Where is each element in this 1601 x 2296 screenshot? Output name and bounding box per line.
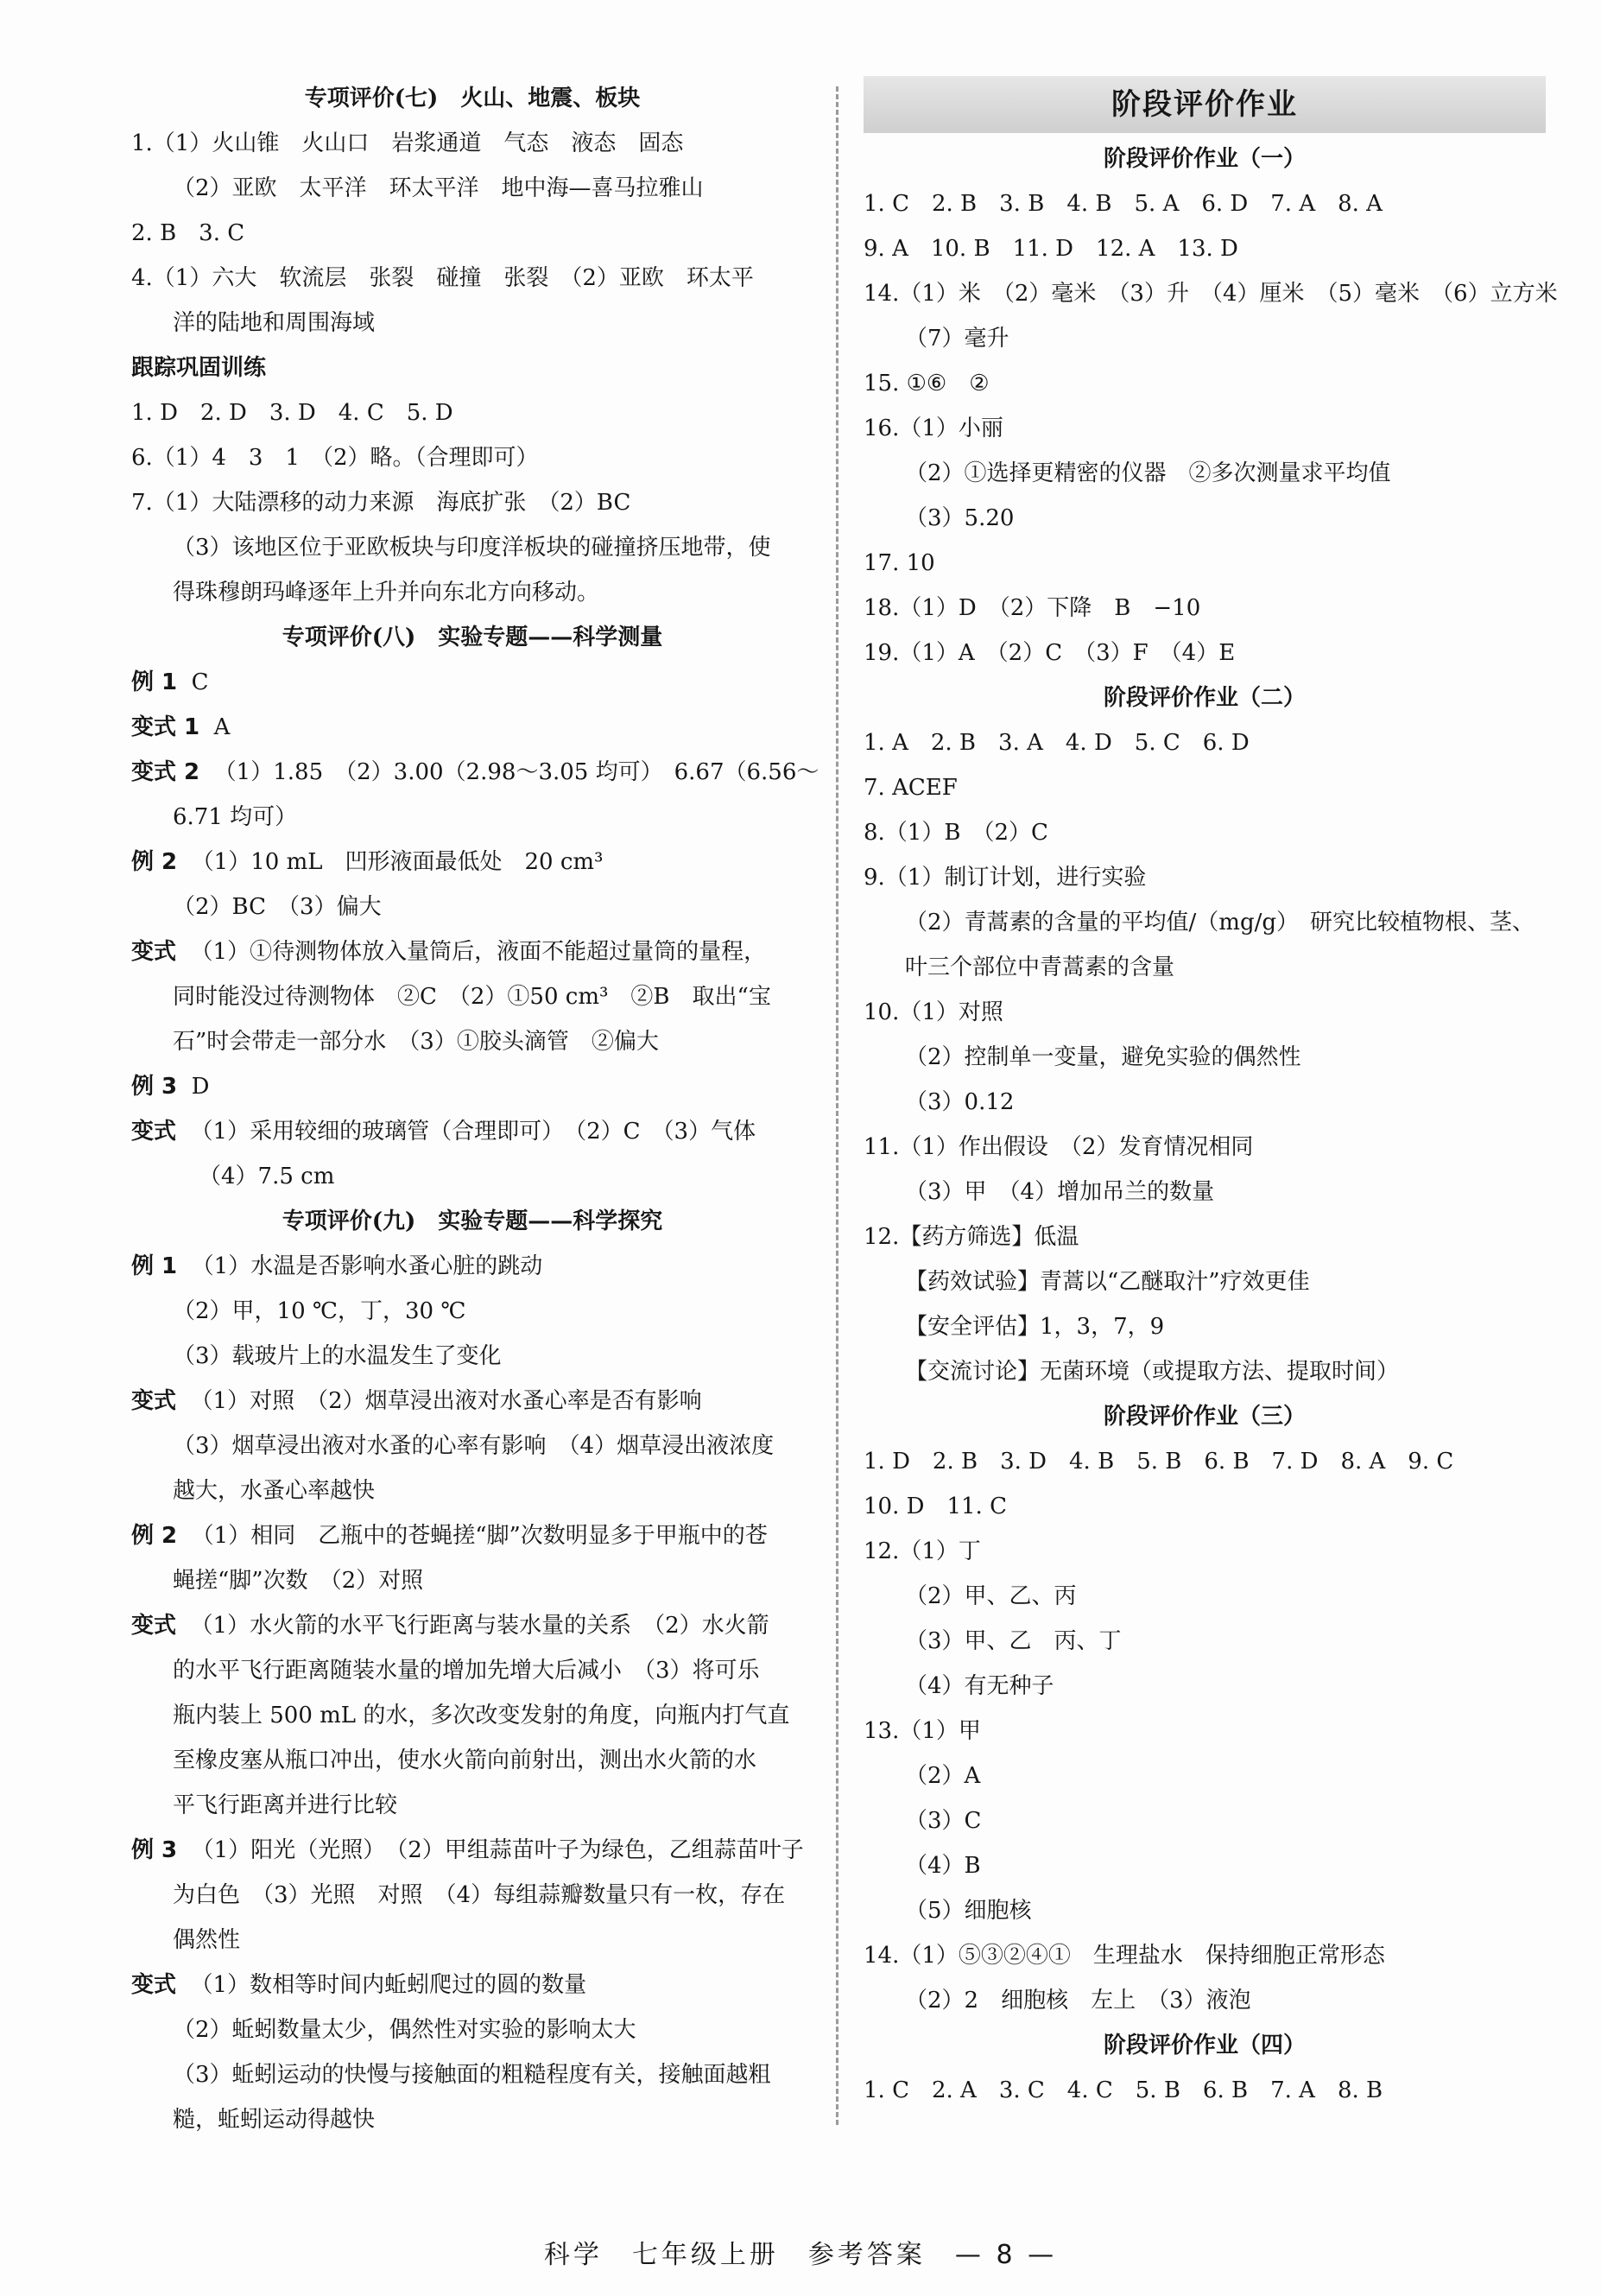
answer-text: （3）0.12: [905, 1089, 1015, 1115]
section-heading: [864, 1394, 1546, 1439]
answer-text: 阶段评价作业（二）: [1103, 685, 1306, 711]
right-column: [864, 76, 1558, 2113]
answer-line: [864, 1035, 1546, 1080]
answer-text: （3）载玻片上的水温发生了变化: [173, 1343, 502, 1369]
answer-line: [131, 121, 813, 166]
example-label: 例 2: [131, 849, 178, 875]
answer-line: [131, 1603, 813, 1648]
answer-line: [864, 1798, 1546, 1843]
answer-text: （1）1.85 （2）3.00（2.98～3.05 均可） 6.67（6.56～: [199, 759, 819, 785]
answer-line: [864, 586, 1546, 631]
answer-text: 4.（1）六大 软流层 张裂 碰撞 张裂 （2）亚欧 环太平: [131, 265, 754, 291]
answer-line: [864, 1664, 1546, 1709]
answer-line: [131, 750, 819, 795]
answer-line: [864, 990, 1546, 1035]
section-banner: 阶段评价作业: [864, 76, 1546, 133]
answer-text: 平飞行距离并进行比较: [173, 1792, 398, 1818]
answer-text: （4）有无种子: [905, 1673, 1054, 1699]
answer-text: （7）毫升: [905, 326, 1009, 352]
answer-text: 洋的陆地和周围海域: [173, 310, 376, 336]
answer-text: 【药效试验】青蒿以“乙醚取汁”疗效更佳: [905, 1269, 1310, 1295]
answer-text: 【交流讨论】无菌环境（或提取方法、提取时间）: [905, 1359, 1400, 1385]
section-heading: [131, 615, 813, 660]
answer-text: 12.（1）丁: [864, 1538, 981, 1564]
answer-line: [131, 1424, 813, 1468]
example-label: 变式 2: [131, 759, 200, 785]
answer-line: [864, 1978, 1546, 2023]
answer-line: [131, 1154, 813, 1199]
answer-line: [131, 1289, 813, 1334]
answer-text: （2）青蒿素的含量的平均值/（mg/g） 研究比较植物根、茎、: [905, 910, 1535, 936]
page-footer: 科学 七年级上册 参考答案 — 8 —: [543, 2240, 1058, 2270]
answer-line: [864, 1259, 1546, 1304]
answer-line: [131, 2007, 813, 2052]
answer-text: 1. A 2. B 3. A 4. D 5. C 6. D: [864, 730, 1250, 756]
answer-text: （2）A: [905, 1763, 981, 1789]
answer-text: （1）水火箭的水平飞行距离与装水量的关系 （2）水火箭: [176, 1613, 769, 1639]
answer-text: 1. C 2. B 3. B 4. B 5. A 6. D 7. A 8. A: [864, 191, 1383, 217]
answer-text: （2）控制单一变量，避免实验的偶然性: [905, 1044, 1301, 1070]
answer-text: （1）10 mL 凹形液面最低处 20 cm³: [177, 849, 604, 875]
answer-text: 阶段评价作业（一）: [1103, 146, 1306, 172]
answer-line: [131, 1693, 813, 1738]
answer-text: （2）亚欧 太平洋 环太平洋 地中海—喜马拉雅山: [173, 175, 704, 201]
subsection-heading: 跟踪巩固训练: [131, 355, 267, 381]
section-heading: [864, 136, 1546, 181]
answer-line: [131, 1468, 813, 1513]
answer-line: [131, 929, 813, 974]
answer-text: （3）甲、乙 丙、丁: [905, 1628, 1122, 1654]
answer-line: [864, 361, 1546, 406]
answer-line: [864, 181, 1546, 226]
answer-line: [864, 1754, 1546, 1798]
answer-line: [864, 226, 1546, 271]
answer-line: [864, 271, 1558, 316]
answer-text: （1）对照 （2）烟草浸出液对水蚤心率是否有影响: [176, 1388, 702, 1414]
answer-line: [864, 1215, 1546, 1259]
answer-line: [864, 1484, 1546, 1529]
section-heading: [864, 675, 1546, 720]
answer-text: （1）数相等时间内蚯蚓爬过的圆的数量: [176, 1972, 587, 1998]
answer-text: 专项评价(九) 实验专题——科学探究: [282, 1208, 663, 1234]
answer-line: [864, 2068, 1546, 2113]
answer-text: 越大，水蚤心率越快: [173, 1478, 376, 1504]
answer-line: [864, 855, 1546, 900]
example-label: 变式: [131, 1613, 177, 1639]
answer-line: [131, 795, 813, 840]
section-heading: [131, 1199, 813, 1244]
answer-line: [131, 301, 813, 346]
answer-text: 14.（1）米 （2）毫米 （3）升 （4）厘米 （5）毫米 （6）立方米: [864, 281, 1558, 307]
answer-text: 至橡皮塞从瓶口冲出，使水火箭向前射出，测出水火箭的水: [173, 1747, 757, 1773]
answer-text: 2. B 3. C: [131, 220, 245, 246]
answer-text: 10. D 11. C: [864, 1494, 1007, 1519]
answer-line: [864, 1933, 1546, 1978]
answer-text: D: [177, 1074, 210, 1100]
answer-text: 【安全评估】1，3，7，9: [905, 1314, 1165, 1340]
answer-text: （1）①待测物体放入量筒后，液面不能超过量筒的量程，: [176, 939, 767, 965]
answer-text: 13.（1）甲: [864, 1718, 981, 1744]
answer-text: （3）该地区位于亚欧板块与印度洋板块的碰撞挤压地带，使: [173, 535, 771, 561]
answer-text: 专项评价(八) 实验专题——科学测量: [282, 625, 663, 650]
answer-line: [131, 1828, 813, 1873]
answer-line: [864, 1080, 1546, 1125]
answer-text: （2）蚯蚓数量太少，偶然性对实验的影响太大: [173, 2017, 636, 2043]
example-label: 例 1: [131, 1253, 178, 1279]
answer-line: [864, 496, 1546, 541]
answer-text: 阶段评价作业（四）: [1103, 2033, 1306, 2058]
answer-text: 1. D 2. B 3. D 4. B 5. B 6. B 7. D 8. A 9. C: [864, 1449, 1454, 1475]
answer-line: [131, 166, 813, 211]
answer-text: 7.（1）大陆漂移的动力来源 海底扩张 （2）BC: [131, 490, 631, 516]
section-heading: [864, 2023, 1546, 2068]
answer-line: [131, 1019, 813, 1064]
answer-text: 1.（1）火山锥 火山口 岩浆通道 气态 液态 固态: [131, 130, 684, 156]
answer-line: [864, 1843, 1546, 1888]
answer-line: [131, 211, 813, 256]
answer-text: 11.（1）作出假设 （2）发育情况相同: [864, 1134, 1254, 1160]
answer-line: [864, 1529, 1546, 1574]
example-label: 例 3: [131, 1074, 178, 1100]
answer-text: 1. C 2. A 3. C 4. C 5. B 6. B 7. A 8. B: [864, 2077, 1383, 2103]
section-heading: [131, 76, 813, 121]
answer-text: 偶然性: [173, 1927, 241, 1953]
answer-text: 18.（1）D （2）下降 B −10: [864, 595, 1201, 621]
answer-text: （3）烟草浸出液对水蚤的心率有影响 （4）烟草浸出液浓度: [173, 1433, 775, 1459]
answer-line: [864, 1304, 1546, 1349]
answer-text: （2）甲、乙、丙: [905, 1583, 1077, 1609]
answer-line: [131, 1334, 813, 1379]
answer-text: 为白色 （3）光照 对照 （4）每组蒜瓣数量只有一枚，存在: [173, 1882, 786, 1908]
answer-line: [131, 1783, 813, 1828]
answer-text: （1）相同 乙瓶中的苍蝇搓“脚”次数明显多于甲瓶中的苍: [177, 1523, 768, 1549]
answer-line: [131, 435, 813, 480]
answer-text: 阶段评价作业（三）: [1103, 1404, 1306, 1430]
column-divider: [836, 86, 838, 2125]
answer-text: 9. A 10. B 11. D 12. A 13. D: [864, 236, 1238, 262]
answer-text: （1）采用较细的玻璃管（合理即可） （2）C （3）气体: [176, 1119, 756, 1145]
example-label: 变式: [131, 939, 177, 965]
answer-text: （3）甲 （4）增加吊兰的数量: [905, 1179, 1215, 1205]
answer-text: 7. ACEF: [864, 775, 958, 801]
answer-line: [131, 1963, 813, 2007]
answer-text: 15. ①⑥ ②: [864, 371, 990, 396]
answer-text: 专项评价(七) 火山、地震、板块: [304, 86, 641, 111]
answer-line: [864, 316, 1546, 361]
answer-line: [131, 570, 813, 615]
answer-text: 19.（1）A （2）C （3）F （4）E: [864, 640, 1236, 666]
answer-line: [131, 1738, 813, 1783]
left-column: [131, 76, 819, 2142]
answer-line: [864, 810, 1546, 855]
answer-line: [131, 1379, 813, 1424]
answer-line: [131, 660, 813, 705]
answer-text: （2）①选择更精密的仪器 ②多次测量求平均值: [905, 460, 1391, 486]
answer-line: [864, 1439, 1546, 1484]
answer-text: （4）7.5 cm: [199, 1164, 335, 1189]
answer-text: （3）5.20: [905, 505, 1015, 531]
answer-line: [864, 720, 1546, 765]
example-label: 例 2: [131, 1523, 178, 1549]
answer-text: 10.（1）对照: [864, 999, 1003, 1025]
answer-line: [864, 1170, 1546, 1215]
answer-line: [131, 2052, 813, 2097]
answer-line: [131, 885, 813, 929]
answer-text: 6.（1）4 3 1 （2）略。（合理即可）: [131, 445, 539, 471]
answer-line: [864, 900, 1546, 945]
answer-line: [131, 1513, 813, 1558]
answer-line: [131, 346, 813, 390]
answer-line: [864, 541, 1546, 586]
example-label: 变式: [131, 1388, 177, 1414]
answer-text: 瓶内装上 500 mL 的水，多次改变发射的角度，向瓶内打气直: [173, 1703, 790, 1728]
answer-text: 叶三个部位中青蒿素的含量: [905, 955, 1175, 980]
answer-line: [864, 1125, 1546, 1170]
answer-text: 17. 10: [864, 550, 935, 576]
answer-line: [131, 705, 813, 750]
answer-text: 得珠穆朗玛峰逐年上升并向东北方向移动。: [173, 580, 600, 606]
answer-line: [131, 1918, 813, 1963]
example-label: 变式: [131, 1972, 177, 1998]
answer-text: （5）细胞核: [905, 1898, 1032, 1924]
answer-text: 蝇搓“脚”次数 （2）对照: [173, 1568, 424, 1594]
answer-line: [131, 1109, 813, 1154]
answer-line: [864, 451, 1546, 496]
answer-text: 12.【药方筛选】低温: [864, 1224, 1079, 1250]
example-label: 例 3: [131, 1837, 178, 1863]
answer-text: 石”时会带走一部分水 （3）①胶头滴管 ②偏大: [173, 1029, 659, 1055]
answer-line: [864, 631, 1546, 675]
answer-text: （1）水温是否影响水蚤心脏的跳动: [177, 1253, 543, 1279]
answer-text: 糙，蚯蚓运动得越快: [173, 2107, 376, 2133]
answer-text: 1. D 2. D 3. D 4. C 5. D: [131, 400, 453, 426]
answer-line: [131, 2097, 813, 2142]
answer-line: [864, 1349, 1546, 1394]
answer-line: [131, 256, 813, 301]
answer-text: （3）蚯蚓运动的快慢与接触面的粗糙程度有关，接触面越粗: [173, 2062, 771, 2088]
answer-line: [864, 765, 1546, 810]
answer-line: [864, 1574, 1546, 1619]
answer-text: A: [199, 714, 231, 740]
answer-line: [864, 1888, 1546, 1933]
example-label: 例 1: [131, 669, 178, 695]
answer-line: [131, 840, 813, 885]
answer-text: 9.（1）制订计划，进行实验: [864, 865, 1147, 891]
answer-line: [864, 945, 1546, 990]
answer-line: [864, 1709, 1546, 1754]
answer-text: 6.71 均可）: [173, 804, 298, 830]
answer-text: 同时能没过待测物体 ②C （2）①50 cm³ ②B 取出“宝: [173, 984, 771, 1010]
answer-text: （1）阳光（光照） （2）甲组蒜苗叶子为绿色，乙组蒜苗叶子: [177, 1837, 804, 1863]
answer-text: （2）甲，10 ℃，丁，30 ℃: [173, 1298, 466, 1324]
answer-line: [131, 1064, 813, 1109]
answer-text: 16.（1）小丽: [864, 415, 1003, 441]
answer-text: （2）2 细胞核 左上 （3）液泡: [905, 1988, 1251, 2014]
answer-text: （3）C: [905, 1808, 982, 1834]
answer-line: [131, 525, 813, 570]
answer-line: [131, 974, 813, 1019]
answer-line: [131, 390, 813, 435]
answer-text: 8.（1）B （2）C: [864, 820, 1048, 846]
answer-line: [131, 1558, 813, 1603]
answer-text: （4）B: [905, 1853, 981, 1879]
answer-line: [131, 1648, 813, 1693]
example-label: 变式: [131, 1119, 177, 1145]
answer-line: [131, 480, 813, 525]
answer-line: [131, 1244, 813, 1289]
answer-text: （2）BC （3）偏大: [173, 894, 382, 920]
answer-line: [864, 1619, 1546, 1664]
answer-text: 的水平飞行距离随装水量的增加先增大后减小 （3）将可乐: [173, 1658, 760, 1684]
answer-line: [131, 1873, 813, 1918]
example-label: 变式 1: [131, 714, 200, 740]
answer-text: 14.（1）⑤③②④① 生理盐水 保持细胞正常形态: [864, 1943, 1385, 1969]
answer-line: [864, 406, 1546, 451]
answer-text: C: [177, 669, 209, 695]
